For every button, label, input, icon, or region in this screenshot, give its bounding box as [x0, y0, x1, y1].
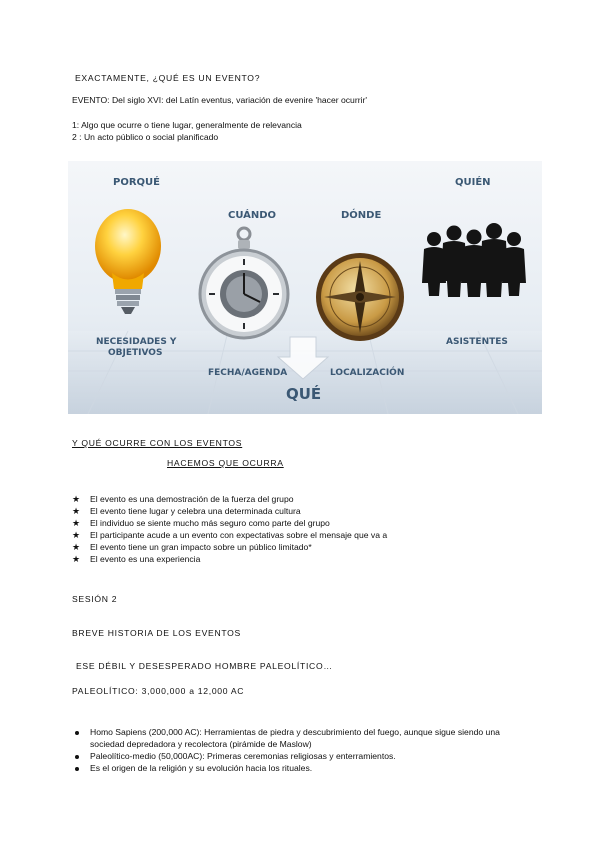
star-bullet-icon: ★ [72, 494, 81, 504]
definition-text: EVENTO: Del siglo XVI: del Latín eventus, variación de evenire 'hacer ocurrir' [72, 95, 367, 105]
compass-icon [316, 253, 404, 341]
list-item: El individuo se siente mucho más seguro como parte del grupo [90, 518, 330, 528]
section-subheading: HACEMOS QUE OCURRA [167, 458, 284, 468]
paleo-item: Paleolítico-medio (50,000AC): Primeras ceremonias religiosas y enterramientos. [90, 751, 396, 761]
bullet-icon [75, 767, 79, 771]
session-label: SESIÓN 2 [72, 594, 118, 604]
label-porque: PORQUÉ [113, 177, 160, 188]
label-necesidades-line2: OBJETIVOS [108, 348, 163, 358]
paleo-range: PALEOLÍTICO: 3,000,000 a 12,000 AC [72, 686, 245, 696]
star-bullet-icon: ★ [72, 518, 81, 528]
history-heading: BREVE HISTORIA DE LOS EVENTOS [72, 628, 241, 638]
paleo-item: Es el origen de la religión y su evolución hacia los rituales. [90, 763, 313, 773]
meaning-1: 1: Algo que ocurre o tiene lugar, generalmente de relevancia [72, 120, 302, 130]
label-localizacion: LOCALIZACIÓN [330, 368, 405, 378]
paleo-heading: ESE DÉBIL Y DESESPERADO HOMBRE PALEOLÍTICO… [76, 661, 333, 671]
list-item: El evento es una experiencia [90, 554, 201, 564]
star-bullet-icon: ★ [72, 530, 81, 540]
infographic-svg [68, 161, 542, 414]
meaning-2: 2 : Un acto público o social planificado [72, 132, 219, 142]
list-item: El participante acude a un evento con expectativas sobre el mensaje que va a [90, 530, 388, 540]
label-donde: DÓNDE [341, 210, 382, 221]
label-que: QUÉ [286, 385, 322, 403]
list-item: El evento es una demostración de la fuerza del grupo [90, 494, 294, 504]
page-title: EXACTAMENTE, ¿QUÉ ES UN EVENTO? [75, 73, 261, 83]
star-bullet-icon: ★ [72, 506, 81, 516]
paleo-item-continued: sociedad depredadora y recolectora (pirámide de Maslow) [90, 739, 312, 749]
section-heading: Y QUÉ OCURRE CON LOS EVENTOS [72, 438, 243, 448]
people-silhouettes-icon [422, 223, 526, 297]
pocket-watch-icon [200, 228, 288, 338]
label-fecha-agenda: FECHA/AGENDA [208, 368, 288, 378]
label-asistentes: ASISTENTES [446, 337, 508, 347]
bullet-icon [75, 731, 79, 735]
bullet-icon [75, 755, 79, 759]
label-necesidades-line1: NECESIDADES Y [96, 337, 177, 347]
star-bullet-icon: ★ [72, 542, 81, 552]
label-quien: QUIÉN [455, 177, 491, 188]
event-infographic [68, 161, 542, 414]
star-bullet-icon: ★ [72, 554, 81, 564]
list-item: El evento tiene lugar y celebra una determinada cultura [90, 506, 301, 516]
label-cuando: CUÁNDO [228, 210, 277, 221]
lightbulb-icon [95, 209, 161, 314]
paleo-item: Homo Sapiens (200,000 AC): Herramientas de piedra y descubrimiento del fuego, aunque sigue siendo una [90, 727, 500, 737]
list-item: El evento tiene un gran impacto sobre un público limitado* [90, 542, 312, 552]
